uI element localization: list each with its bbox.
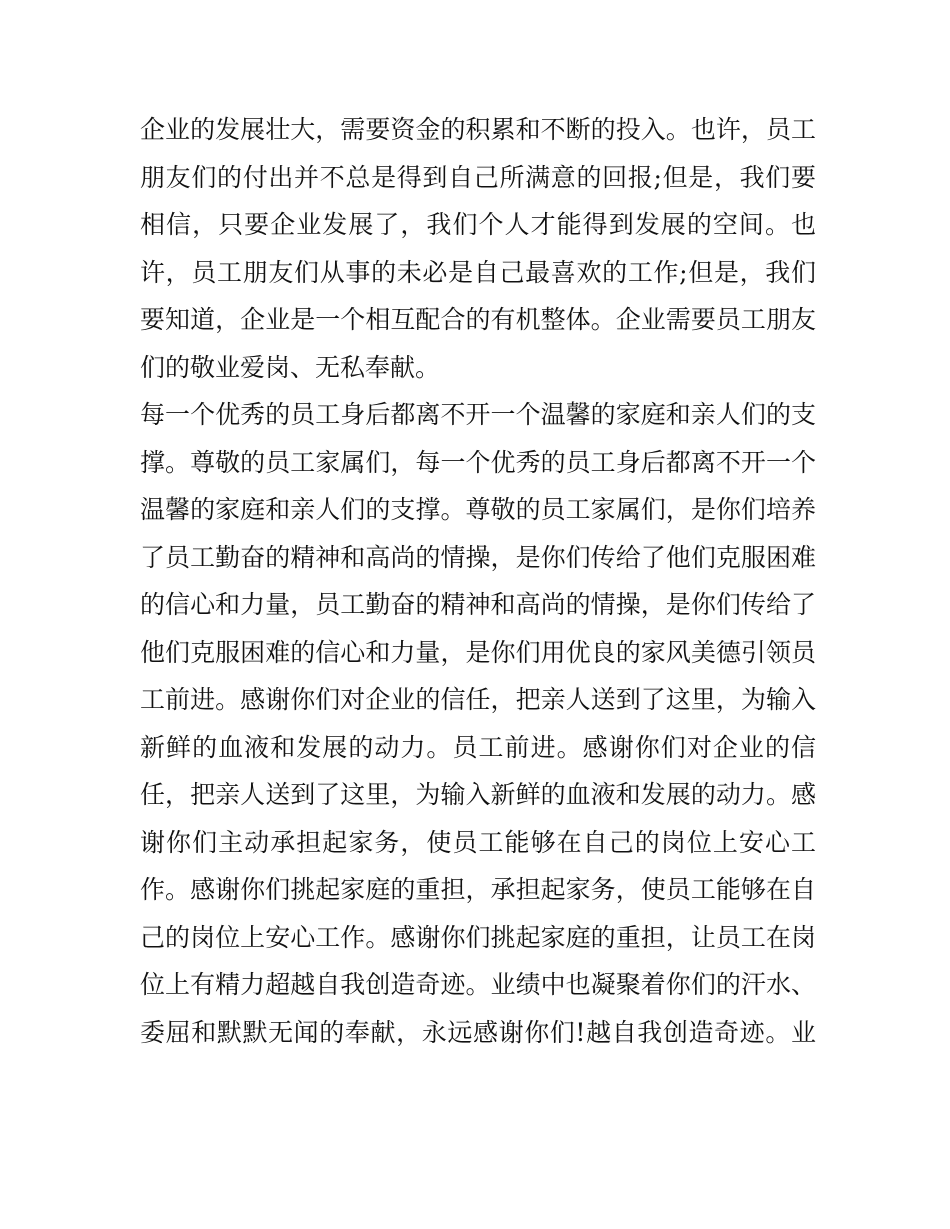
document-body (140, 106, 816, 1056)
text-line: 谢你们主动承担起家务，使员工能够在自己的岗位上安心工 (140, 827, 816, 857)
text-line: 位上有精力超越自我创造奇迹。业绩中也凝聚着你们的汗水、 (140, 970, 816, 999)
text-line: 委屈和默默无闻的奉献，永远感谢你们!越自我创造奇迹。业 (140, 1017, 816, 1047)
text-line: 任，把亲人送到了这里，为输入新鲜的血液和发展的动力。感 (140, 780, 816, 809)
text-line: 的信心和力量，员工勤奋的精神和高尚的情操，是你们传给了 (140, 590, 816, 619)
text-line: 工前进。感谢你们对企业的信任，把亲人送到了这里，为输入 (140, 685, 816, 714)
text-line: 要知道，企业是一个相互配合的有机整体。企业需要员工朋友 (140, 305, 816, 334)
text-line: 企业的发展壮大，需要资金的积累和不断的投入。也许，员工 (140, 115, 816, 144)
text-line: 新鲜的血液和发展的动力。员工前进。感谢你们对企业的信 (140, 732, 816, 762)
text-line: 他们克服困难的信心和力量，是你们用优良的家风美德引领员 (140, 637, 816, 667)
text-line: 许，员工朋友们从事的未必是自己最喜欢的工作;但是，我们 (140, 257, 816, 287)
paragraph-1 (140, 106, 816, 391)
text-line: 温馨的家庭和亲人们的支撑。尊敬的员工家属们，是你们培养 (140, 495, 816, 524)
text-line: 朋友们的付出并不总是得到自己所满意的回报;但是，我们要 (140, 162, 816, 192)
text-line: 相信，只要企业发展了，我们个人才能得到发展的空间。也 (140, 210, 816, 239)
text-line: 作。感谢你们挑起家庭的重担，承担起家务，使员工能够在自 (140, 875, 816, 904)
text-line: 了员工勤奋的精神和高尚的情操，是你们传给了他们克服困难 (140, 542, 816, 572)
text-line: 己的岗位上安心工作。感谢你们挑起家庭的重担，让员工在岗 (140, 922, 816, 952)
text-line: 撑。尊敬的员工家属们，每一个优秀的员工身后都离不开一个 (140, 447, 816, 477)
text-line: 们的敬业爱岗、无私奉献。 (140, 352, 441, 382)
paragraph-2 (140, 391, 816, 1056)
text-line: 每一个优秀的员工身后都离不开一个温馨的家庭和亲人们的支 (140, 400, 816, 429)
